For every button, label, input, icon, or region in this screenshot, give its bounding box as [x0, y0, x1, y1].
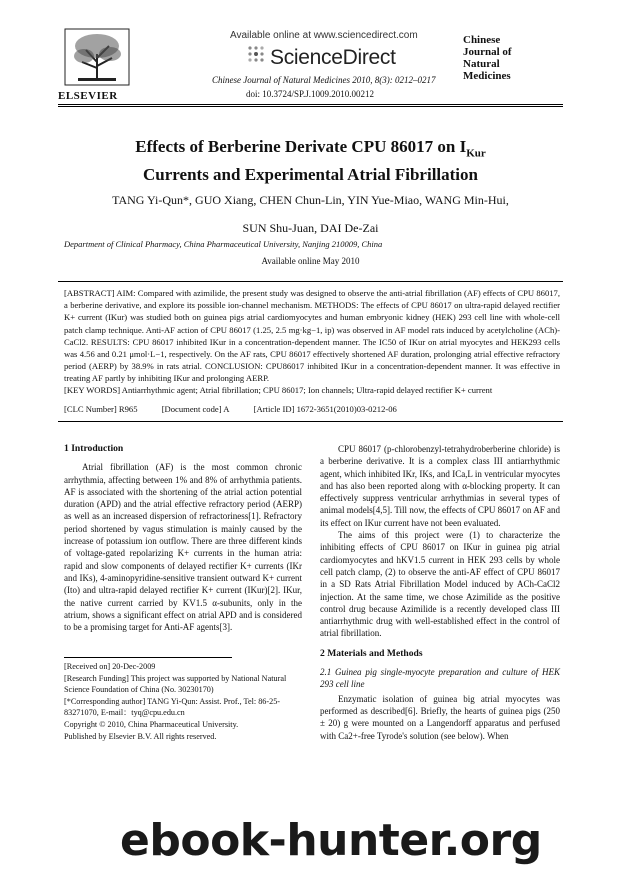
authors-line-1: TANG Yi-Qun*, GUO Xiang, CHEN Chun-Lin, YIN Yue-Miao, WANG Min-Hui,: [112, 193, 509, 207]
title-line-2: Currents and Experimental Atrial Fibrillation: [143, 165, 478, 185]
available-online-text[interactable]: Available online at www.sciencedirect.com: [230, 30, 418, 41]
intro-paragraph-1: Atrial fibrillation (AF) is the most common chronic arrhythmia, affecting between 1% and 8% of arrhythmia patients. AF is associated with the shortening of the atrial action potential duration (APD) and the atrial effective refractory period (AERP) as well as an increased dispersion of refractoriness[1]. Refractory period shortened by vagus stimulation is mainly caused by the increase of potassium ion outflow. There are three different kinds of voltage-gated repolarizing K+ currents in the human atria: rapid and slow components of delayed rectifier K+ currents (IKr and IKs), 4-aminopyridine-sensitive transient outward K+ current (Ito) and ultra-rapid delayed rectifier K+ current (IKur)[2]. IKur, the native current carried by KV1.5 α-subunits, only in the atrium, shows a significant effect on atrial APD and is considered to be a promising target for Anti-AF agents[3].: [64, 462, 302, 633]
methods-paragraph-1: Enzymatic isolation of guinea big atrial myocytes was performed as described[6]. Briefly, the hearts of guinea pigs (250 ± 20) g were mounted on a Langendorff apparatus and perfused with Ca2+-free Tyrode's solution (see below). When: [320, 693, 560, 741]
elsevier-tree-logo: [64, 28, 130, 86]
affiliation: Department of Clinical Pharmacy, China Pharmaceutical University, Nanjing 210009, China: [64, 239, 383, 249]
clc-number: [CLC Number] R965: [64, 404, 138, 414]
intro-paragraph-3: The aims of this project were (1) to characterize the inhibiting effects of CPU 86017 on IKur in guinea pig atrial cardiomyocytes and hKV1.5 current in HEK 293 cells by whole cell patch clamp, (2) to observe the anti-AF effect of CPU 86017 in a SD Rats Atrial Fibrillation Model induced by ACh-CaCl2 injection. At the same time, we chose Azimilide as the positive control drug because Azimilide is a recently developed class III antiarrhythmic drug with well-established effect in the control of atrial fibrillation.: [320, 530, 560, 639]
introduction-heading: 1 Introduction: [64, 443, 124, 454]
methods-heading: 2 Materials and Methods: [320, 647, 423, 659]
authors-line-2: SUN Shu-Juan, DAI De-Zai: [242, 221, 379, 235]
journal-line: Chinese: [463, 34, 501, 46]
title-line-1: Effects of Berberine Derivate CPU 86017 on I: [135, 137, 467, 156]
publisher-name: ELSEVIER: [58, 90, 118, 102]
corresponding-author: [*Corresponding author] TANG Yi-Qun: Assist. Prof., Tel: 86-25-83271070, E-mail：tyq@cpu.edu.cn: [64, 697, 281, 717]
sciencedirect-logo-text: ScienceDirect: [270, 46, 396, 69]
document-code: [Document code] A: [161, 404, 230, 414]
abstract-text: [ABSTRACT] AIM: Compared with azimilide, the present study was designed to observe the anti-atrial fibrillation (AF) effects of CPU 86017, a berberine derivative, and explore its possible ion-channel mechanism. METHODS: The effects of CPU 86017 on ultra-rapid delayed rectifier K+ current (IKur) was studied both on guinea pigs atrial cardiomyocytes and human embryonic kidney (HEK) 293 cell line with whole-cell patch clamp technique. Anti-AF action of CPU 86017 (1.25, 2.5 mg·kg−1, ip) was observed in AF model rats induced by acetylcholine (ACh)-CaCl2. RESULTS: CPU 86017 inhibited IKur in a concentration-dependent manner. The IC50 of IKur on atrial myocytes and HEK293 cells was 4.56 and 0.21 μmol·L−1, respectively. On the AF rats, CPU 86017 effectively shortened AF duration, prolonging atrial effective refractory period (AERP) by 38.9% in rats atrial. CONCLUSION: CPU86017 inhibited IKur in a concentration-dependent manner. It was effective in treating AF partly by inhibiting IKur and prolonging AERP.: [64, 288, 560, 384]
article-title: [58, 136, 563, 186]
right-column: [320, 443, 560, 742]
abstract-bottom-rule: [58, 421, 563, 422]
header-rule-2: [58, 106, 563, 107]
classification-line: [64, 404, 560, 414]
footnote-rule: [64, 657, 232, 658]
abstract-top-rule: [58, 281, 563, 282]
copyright-note: Copyright © 2010, China Pharmaceutical University.: [64, 720, 239, 729]
article-id: [Article ID] 1672-3651(2010)03-0212-06: [253, 404, 397, 414]
received-date: [Received on] 20-Dec-2009: [64, 662, 156, 671]
journal-citation: Chinese Journal of Natural Medicines 2010, 8(3): 0212–0217: [212, 75, 436, 85]
intro-paragraph-2: CPU 86017 (p-chlorobenzyl-tetrahydroberberine chloride) is a berberine derivative. It is a complex class III antiarrhythmic agent, which inhibited IKr, IKs, and ICa,L in ventricular myocytes and has also been reported along with α-blocking property. It can effectively suppress ventricular arrhythmias in several types of animal models[4,5]. Till now, the effects of CPU 86017 on AF and its effect on IKur current have not been evaluated.: [320, 444, 560, 528]
journal-line: Medicines: [463, 70, 511, 82]
available-online-date: Available online May 2010: [261, 256, 360, 266]
footnotes: [64, 661, 302, 743]
watermark-text: ebook-hunter.org: [120, 815, 542, 866]
author-list: [58, 186, 563, 242]
journal-line: Natural: [463, 58, 500, 70]
methods-subheading: 2.1 Guinea pig single-myocyte preparation and culture of HEK 293 cell line: [320, 667, 560, 690]
publisher-note: Published by Elsevier B.V. All rights reserved.: [64, 732, 217, 741]
title-subscript: Kur: [466, 147, 486, 160]
journal-title-block: [463, 34, 512, 82]
journal-line: Journal of: [463, 46, 512, 58]
header-rule: [58, 104, 563, 105]
doi-text: doi: 10.3724/SP.J.1009.2010.00212: [246, 89, 375, 99]
left-column: [64, 443, 302, 633]
sciencedirect-dots-icon: [246, 44, 268, 66]
keywords: [KEY WORDS] Antiarrhythmic agent; Atrial fibrillation; CPU 86017; Ion channels; Ultra-rapid delayed rectifier K+ current: [64, 385, 493, 395]
funding-note: [Research Funding] This project was supported by National Natural Science Foundation of China (No. 30230170): [64, 674, 287, 694]
